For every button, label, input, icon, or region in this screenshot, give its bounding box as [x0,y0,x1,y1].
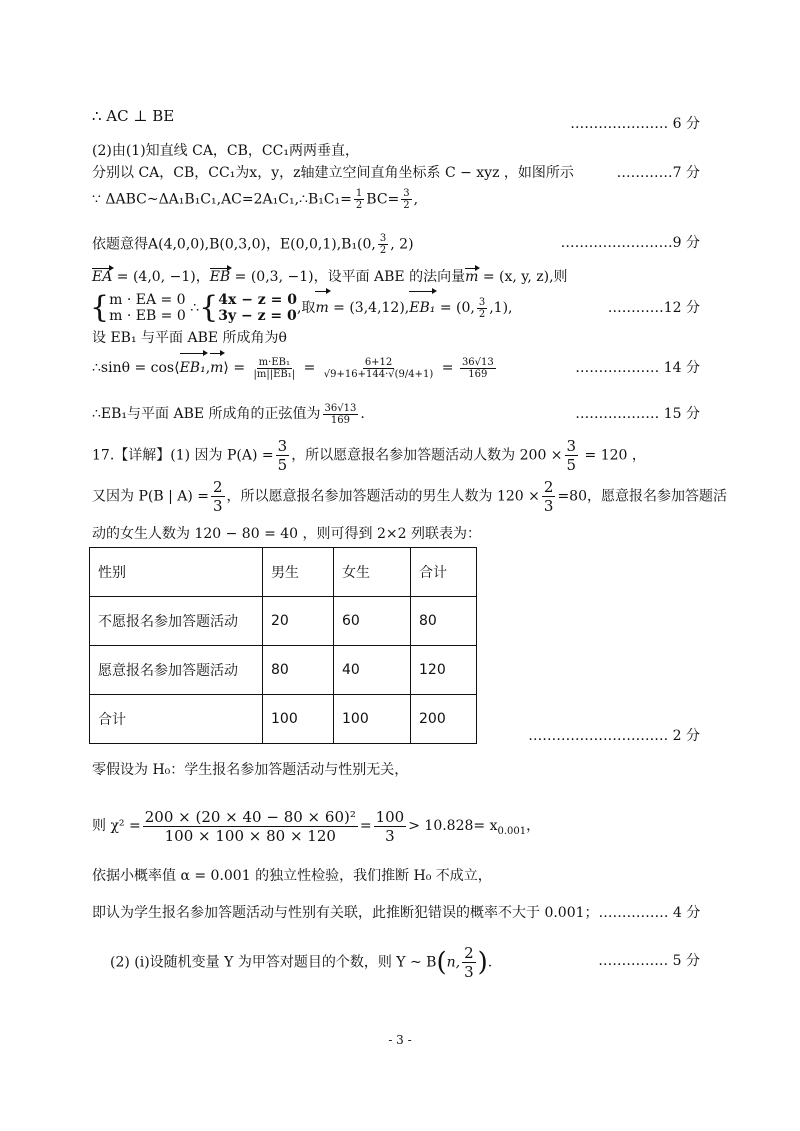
line-q17-conditional [92,478,727,515]
fraction-den: |m||EB₁| [253,368,296,380]
fraction-num: 100 [375,807,405,826]
similar-text-a: ∵ ΔABC~ΔA₁B₁C₁,AC=2A₁C₁,∴B₁C₁= [92,191,352,208]
vector-m: m [210,352,223,384]
fraction-den: 169 [330,414,350,426]
fraction-num: 3 [277,437,288,455]
table-header-cell: 性别 [90,548,263,597]
system-dot-products [109,292,186,324]
similar-text-b: BC= [366,191,400,208]
fraction-den: 3 [213,497,223,515]
fraction-num: 2 [543,478,554,496]
fraction-num: 1 [355,188,363,199]
score-9: ……………………9 分 [560,235,700,251]
line-sine-conclusion [92,400,365,428]
fraction-num: 36√13 [324,402,357,414]
line-conclusion-ac-perp-be: ∴ AC ⊥ BE [92,107,175,125]
fraction-den: 100 × 100 × 80 × 120 [164,826,336,845]
table-cell: 100 [334,695,411,744]
vector-ea: EA [92,269,113,285]
system-eq-2: m · EB = 0 [109,308,186,324]
fraction-den: 169 [468,368,488,380]
fraction-num: 36√13 [461,356,494,368]
normal-text-b: = (3,4,12), [328,300,410,316]
score-5: …………… 5 分 [598,953,700,969]
vectors-text-b: = (4,0, −1)， [112,269,210,285]
line-chi-square [92,806,540,852]
left-brace-icon: { [199,290,219,325]
fraction-den: 5 [566,456,577,474]
coords-text-a: 依题意得A(4,0,0),B(0,3,0)，E(0,0,1),B₁(0, [92,236,376,253]
table-cell: 愿意报名参加答题活动 [90,646,263,695]
table-cell: 100 [263,695,334,744]
line-angle-definition: 设 EB₁ 与平面 ABE 所成角为θ [92,330,287,346]
fraction-den: √9+16+144·√(9/4+1) [323,368,434,380]
part2-text-b: n, [446,954,461,971]
fraction-den: 2 [478,308,486,320]
system-eq-4: 3y − z = 0 [218,308,297,324]
line-coordinate-system: 分别以 CA，CB，CC₁为x，y，z轴建立空间直角坐标系 C − xyz ，如图所示 [92,165,574,181]
score-14: ……………… 14 分 [575,360,700,376]
part2-text-a: (2) (i)设随机变量 Y 为甲答对题目的个数，则 Y ~ B [110,954,437,971]
therefore-icon: ∴ [190,300,200,316]
fraction-den: 2 [379,245,387,256]
vector-m: m [315,290,328,326]
fraction-num: 2 [464,944,474,962]
vectors-text-f: = (x, y, z),则 [478,269,568,285]
fraction-num: 3 [478,296,486,308]
table-row [90,646,477,695]
fraction-three-halves [401,188,411,211]
table-cell: 80 [411,597,477,646]
table-header-cell: 男生 [263,548,334,597]
q17-text-f: =80，愿意报名参加答题活 [557,488,727,505]
score-6: ………………… 6 分 [570,116,700,132]
table-cell: 不愿报名参加答题活动 [90,597,263,646]
vector-m: m [465,269,479,285]
sine-text-c: , [205,360,211,376]
fraction-three-fifths [276,437,290,474]
sine-text-a: ∴sinθ = cos⟨ [92,360,180,376]
table-cell: 200 [411,695,477,744]
system-eq-1: m · EA = 0 [109,292,186,308]
line-test-conclusion: 即认为学生报名参加答题活动与性别有关联，此推断犯错误的概率不大于 0.001；…………… 4 分 [92,905,701,921]
part2-text-c: . [487,954,493,971]
fraction-result [323,403,359,426]
line-q17-intro [92,437,646,474]
system-eq-3: 4x − z = 0 [218,292,297,308]
table-cell: 20 [263,597,334,646]
vector-eb1: EB₁ [180,352,206,384]
chi-text-a: 则 χ² = [92,818,141,834]
page-number: - 3 - [388,1033,412,1047]
chi-subscript: 0.001 [497,825,527,837]
coords-text-b: , 2) [390,236,414,253]
q17-text-e: ，所以愿意报名参加答题活动的男生人数为 120 × [226,488,540,505]
line-point-coordinates [92,233,414,256]
conclusion-text-a: ∴EB₁与平面 ABE 所成角的正弦值为 [92,406,321,422]
left-paren-icon: ( [436,947,447,978]
line-similar-triangles [92,188,418,211]
fraction-chi-square [143,808,358,845]
score-7: …………7 分 [616,165,700,181]
fraction-den: 5 [277,456,288,474]
vector-eb1: EB₁ [409,290,435,326]
fraction-den: 3 [385,826,395,845]
score-15: ……………… 15 分 [575,406,700,422]
chi-text-d: ， [526,818,541,834]
vector-eb: EB [209,269,231,285]
table-cell: 120 [411,646,477,695]
q17-text-c: = 120 ， [580,447,646,464]
sine-text-e: ⟩ = [223,360,246,376]
table-cell: 40 [334,646,411,695]
normal-text-e: ,1), [489,300,513,316]
table-cell: 60 [334,597,411,646]
line-vectors [92,267,568,287]
contingency-table [89,547,477,744]
system-linear [218,292,297,324]
fraction-num: 6+12 [364,356,393,368]
fraction-dot-over-norms [252,357,298,380]
fraction-den: 3 [543,497,554,515]
similar-text-c: , [413,191,419,208]
table-row [90,597,477,646]
fraction-half [354,188,364,211]
line-sine-computation: ∴sinθ = cos⟨EB₁,m⟩ = $\frac{\text{m·EB₁}}{\text{|m||EB₁|}}$ = $\frac{6+12}{√9+16+144\cdot√(9/4+1)}$ = $\frac{36√13}{169}$ [92,352,498,384]
table-cell: 合计 [90,695,263,744]
table-cell: 80 [263,646,334,695]
fraction-num: 3 [566,437,577,455]
line-null-hypothesis: 零假设为 H₀：学生报名参加答题活动与性别无关， [92,762,409,778]
fraction-den: 2 [355,200,363,211]
right-paren-icon: ) [477,947,488,978]
line-part2-binomial [110,944,492,981]
fraction-num: 3 [379,233,387,244]
chi-text-c: > 10.828= x [408,818,498,834]
normal-text-a: ,取 [296,300,316,316]
vectors-text-d: = (0,3, −1)，设平面 ABE 的法向量 [230,269,466,285]
fraction-den: 3 [464,963,474,981]
table-header-cell: 女生 [334,548,411,597]
fraction-100-thirds [374,808,407,845]
line-part2-intro: (2)由(1)知直线 CA，CB，CC₁两两垂直， [92,143,359,159]
line-independence-test: 依据小概率值 α = 0.001 的独立性检验，我们推断 H₀ 不成立， [92,868,492,884]
fraction-num: 200 × (20 × 40 − 80 × 60)² [144,807,356,826]
left-brace-icon: { [90,290,110,325]
q17-text-d: 又因为 P(B | A) = [92,488,209,505]
line-equation-system [90,290,513,326]
table-header-row [90,548,477,597]
fraction-num: 2 [213,478,223,496]
fraction-three-halves [477,297,487,320]
conclusion-text-b: . [360,406,365,422]
score-12: …………12 分 [607,300,700,316]
fraction-two-thirds [211,478,225,515]
line-q17-female: 动的女生人数为 120 − 80 = 40 ，则可得到 2×2 列联表为： [92,526,481,542]
fraction-three-halves [378,233,388,256]
fraction-two-thirds [462,944,476,981]
chi-text-b: = [359,818,372,834]
fraction-num: 3 [403,188,410,199]
q17-text-a: 17.【详解】(1) 因为 P(A) = [92,447,274,464]
score-2: ………………………… 2 分 [528,728,700,744]
fraction-result [460,357,496,380]
table-row [90,695,477,744]
fraction-num: m·EB₁ [258,356,290,368]
normal-text-d: = (0, [435,300,475,316]
fraction-three-fifths [565,437,579,474]
fraction-den: 2 [403,200,410,211]
fraction-numeric [322,357,436,380]
table-header-cell: 合计 [411,548,477,597]
fraction-two-thirds [542,478,556,515]
q17-text-b: ，所以愿意报名参加答题活动人数为 200 × [291,447,563,464]
